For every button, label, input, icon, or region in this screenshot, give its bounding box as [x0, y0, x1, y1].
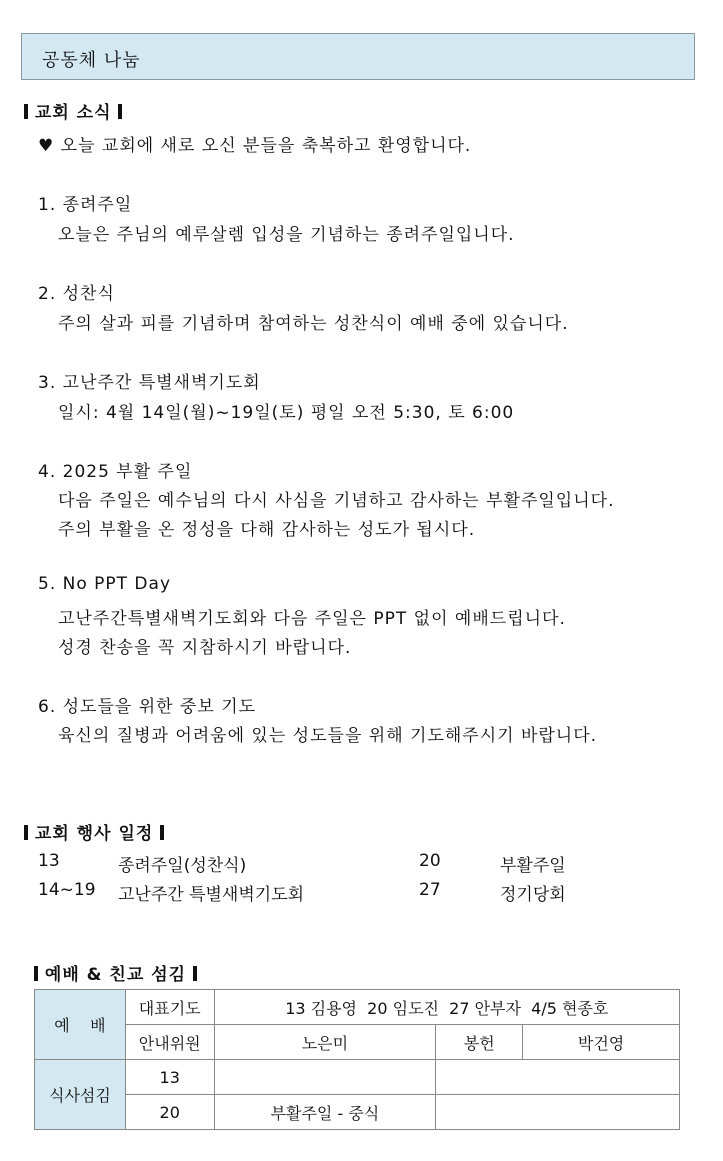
news-section-title: [24, 98, 122, 123]
table-row: [35, 1025, 680, 1060]
news-title-text: 교회 소식: [34, 103, 112, 123]
news-item-line: 주의 부활을 온 정성을 다해 감사하는 성도가 됩시다.: [58, 520, 476, 540]
news-item-title: 1. 종려주일: [38, 195, 133, 215]
meal-value: 부활주일 - 중식: [214, 1095, 436, 1130]
page-title: 공동체 나눔: [42, 50, 141, 71]
news-item-title: 4. 2025 부활 주일: [38, 462, 193, 482]
news-item-title: 5. No PPT Day: [38, 574, 172, 594]
table-row: [35, 990, 680, 1025]
title-bar-left: [24, 104, 28, 119]
news-item-line: 성경 찬송을 꼭 지참하시기 바랍니다.: [58, 638, 352, 658]
meal-value: [214, 1060, 436, 1095]
schedule-section-title: [24, 819, 164, 844]
service-title-text: 예배 & 친교 섬김: [44, 965, 187, 985]
schedule-event: 종려주일(성찬식): [118, 856, 247, 876]
table-row: [35, 1095, 680, 1130]
news-item-title: 3. 고난주간 특별새벽기도회: [38, 373, 261, 393]
table-row: [35, 1060, 680, 1095]
news-greeting: ♥ 오늘 교회에 새로 오신 분들을 축복하고 환영합니다.: [38, 136, 472, 156]
news-item-line: 고난주간특별새벽기도회와 다음 주일은 PPT 없이 예배드립니다.: [58, 609, 566, 629]
title-bar-right: [160, 825, 164, 840]
news-item-line: 주의 살과 피를 기념하며 참여하는 성찬식이 예배 중에 있습니다.: [58, 314, 569, 334]
meal-extra: [436, 1095, 680, 1130]
news-item-line: 육신의 질병과 어려움에 있는 성도들을 위해 기도해주시기 바랍니다.: [58, 726, 598, 746]
meal-extra: [436, 1060, 680, 1095]
news-item-title: 6. 성도들을 위한 중보 기도: [38, 697, 257, 717]
schedule-date: 14~19: [38, 880, 96, 900]
news-item-line: 일시: 4월 14일(월)~19일(토) 평일 오전 5:30, 토 6:00: [58, 403, 515, 423]
title-bar-left: [24, 825, 28, 840]
title-bar-right: [193, 966, 197, 981]
prayer-label: 대표기도: [125, 990, 214, 1025]
meal-date: 13: [125, 1060, 214, 1095]
usher-value: 노은미: [214, 1025, 436, 1060]
meal-label: 식사섬김: [35, 1060, 126, 1130]
service-section-title: [34, 960, 197, 985]
worship-label: 예 배: [35, 990, 126, 1060]
prayer-value: 13 김용영 20 임도진 27 안부자 4/5 현종호: [214, 990, 679, 1025]
schedule-event: 고난주간 특별새벽기도회: [118, 885, 305, 905]
schedule-date: 20: [419, 851, 441, 871]
news-item-line: 오늘은 주님의 예루살렘 입성을 기념하는 종려주일입니다.: [58, 225, 515, 245]
offering-value: 박건영: [523, 1025, 680, 1060]
service-table: [34, 989, 680, 1130]
schedule-title-text: 교회 행사 일정: [34, 824, 154, 844]
meal-date: 20: [125, 1095, 214, 1130]
usher-label: 안내위원: [125, 1025, 214, 1060]
offering-label: 봉헌: [436, 1025, 523, 1060]
schedule-date: 27: [419, 880, 441, 900]
news-item-title: 2. 성찬식: [38, 284, 115, 304]
schedule-event: 정기당회: [500, 885, 566, 905]
news-item-line: 다음 주일은 예수님의 다시 사심을 기념하고 감사하는 부활주일입니다.: [58, 491, 615, 511]
schedule-event: 부활주일: [500, 856, 566, 876]
title-bar-left: [34, 966, 38, 981]
page-header: [21, 33, 695, 80]
title-bar-right: [118, 104, 122, 119]
schedule-date: 13: [38, 851, 60, 871]
